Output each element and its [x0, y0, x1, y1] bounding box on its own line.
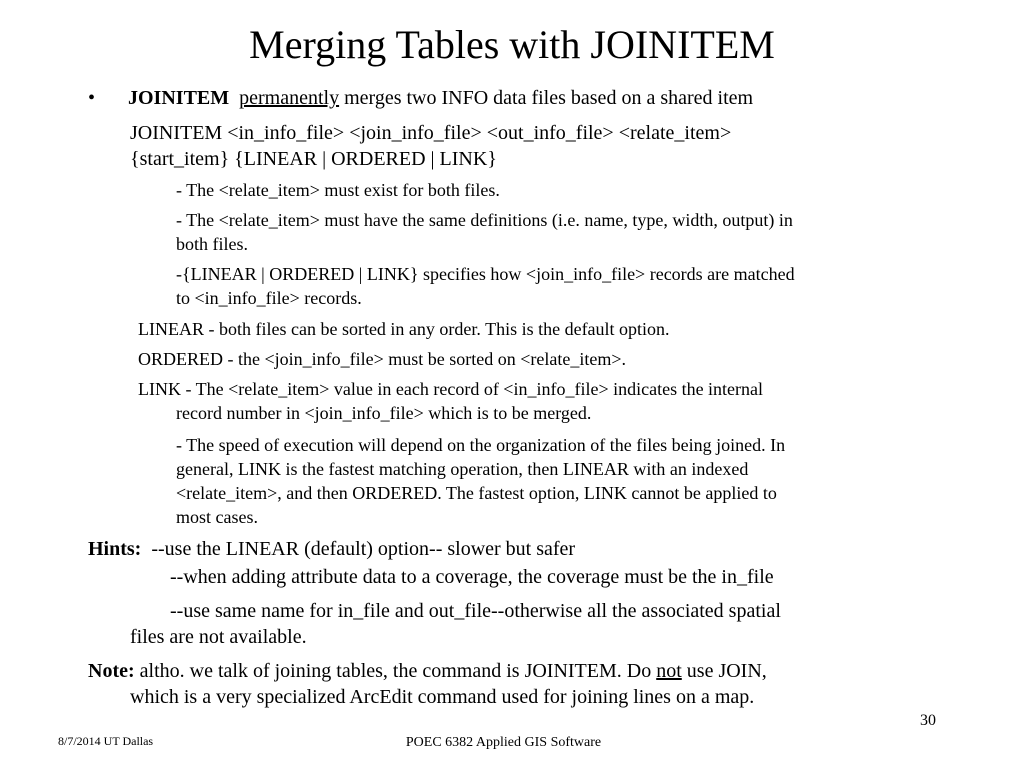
bullet-emphasis: permanently [239, 87, 340, 109]
note-option-spec-line-1: -{LINEAR | ORDERED | LINK} specifies how <join_info_file> records are matched [176, 264, 795, 284]
hint-3 [130, 598, 781, 650]
note-line-1 [88, 658, 767, 684]
speed-note-line-2: general, LINK is the fastest matching operation, then LINEAR with an indexed [176, 459, 749, 479]
note-relate-definition-line-1: - The <relate_item> must have the same definitions (i.e. name, type, width, output) in [176, 210, 793, 230]
option-link [138, 377, 763, 425]
hints-label: Hints: [88, 538, 142, 560]
speed-note-line-3: <relate_item>, and then ORDERED. The fastest option, LINK cannot be applied to [176, 483, 777, 503]
footer-course: POEC 6382 Applied GIS Software [405, 735, 602, 750]
option-link-line-2: record number in <join_info_file> which is to be merged. [176, 403, 592, 423]
page-number: 30 [920, 712, 936, 729]
syntax-block [130, 120, 731, 172]
hint-3-line-2: files are not available. [130, 626, 307, 648]
note-emphasis: not [656, 660, 682, 682]
option-link-line-1: LINK - The <relate_item> value in each record of <in_info_file> indicates the internal [138, 379, 764, 399]
note-line-2: which is a very specialized ArcEdit command used for joining lines on a map. [130, 686, 755, 708]
bullet-keyword: JOINITEM [128, 87, 230, 109]
hint-1 [88, 536, 575, 562]
syntax-line-2: {start_item} {LINEAR | ORDERED | LINK} [130, 148, 497, 170]
note-text-after: use JOIN, [686, 660, 767, 682]
bullet-text: merges two INFO data files based on a shared item [344, 87, 754, 109]
main-bullet [128, 86, 753, 110]
note-option-spec-line-2: to <in_info_file> records. [176, 288, 362, 308]
note-relate-definition-line-2: both files. [176, 234, 248, 254]
note-relate-definition [176, 208, 793, 256]
bullet-icon: • [88, 87, 96, 109]
speed-note [176, 433, 785, 529]
note-block [88, 658, 767, 710]
hint-3-line-1: --use same name for in_file and out_file--otherwise all the associated spatial [170, 600, 781, 622]
slide-title: Merging Tables with JOINITEM [249, 22, 775, 67]
note-option-spec [176, 262, 795, 310]
speed-note-line-1: - The speed of execution will depend on the organization of the files being joined. In [176, 435, 786, 455]
speed-note-line-4: most cases. [176, 507, 258, 527]
hint-1-text: --use the LINEAR (default) option-- slower but safer [151, 538, 576, 560]
syntax-line-1: JOINITEM <in_info_file> <join_info_file> <out_info_file> <relate_item> [130, 122, 732, 144]
hint-2: --when adding attribute data to a coverage, the coverage must be the in_file [170, 566, 774, 588]
option-linear: LINEAR - both files can be sorted in any order. This is the default option. [138, 319, 670, 339]
footer-date: 8/7/2014 UT Dallas [58, 734, 154, 748]
note-relate-exist: - The <relate_item> must exist for both files. [176, 180, 500, 200]
option-ordered: ORDERED - the <join_info_file> must be sorted on <relate_item>. [138, 349, 627, 369]
note-label: Note: [88, 660, 135, 682]
note-text-before: altho. we talk of joining tables, the command is JOINITEM. Do [139, 660, 652, 682]
